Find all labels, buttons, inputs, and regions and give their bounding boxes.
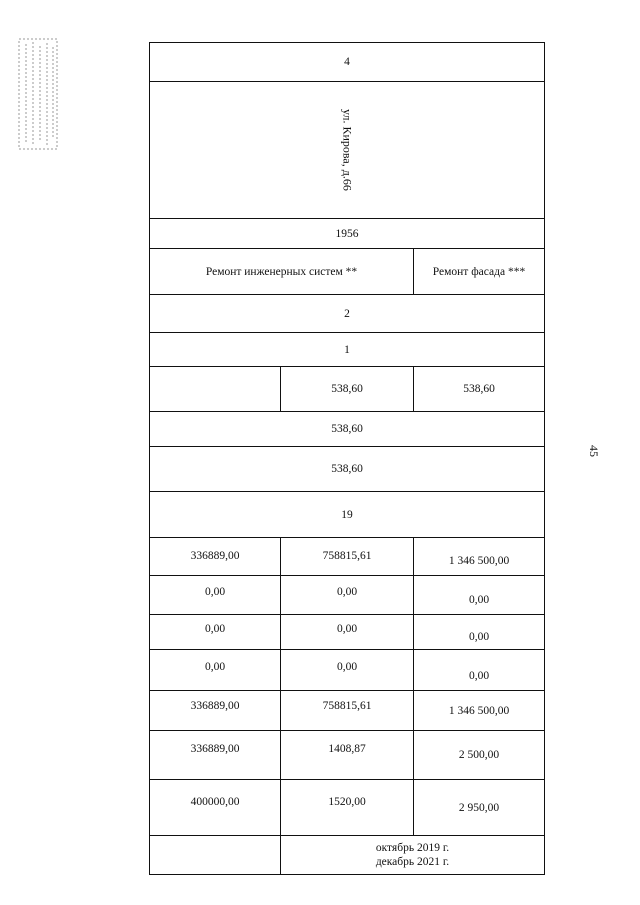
period-start: октябрь 2019 г.	[375, 842, 450, 854]
row-value-cell: 1	[344, 343, 350, 356]
table-row	[150, 615, 544, 650]
table-row	[150, 691, 544, 731]
table-cell: 2 500,00	[458, 749, 500, 761]
table-row	[150, 836, 544, 874]
table-cell: 0,00	[281, 650, 414, 690]
period-cell	[281, 836, 544, 874]
table-cell: 758815,61	[281, 538, 414, 575]
table-cell: 0,00	[150, 650, 281, 690]
table-cell: 0,00	[150, 615, 281, 649]
table-row	[150, 780, 544, 836]
page-number: 45	[587, 445, 601, 457]
table-cell: 336889,00	[150, 538, 281, 575]
table-row	[150, 43, 544, 82]
engineering-systems-header: Ремонт инженерных систем **	[150, 249, 414, 294]
table-cell: 0,00	[468, 594, 490, 606]
table-cell: 758815,61	[281, 691, 414, 730]
table-cell: 400000,00	[150, 780, 281, 835]
table-row	[150, 295, 544, 333]
table-cell: 0,00	[468, 631, 490, 643]
table-cell: 1408,87	[281, 731, 414, 779]
year-cell: 1956	[335, 227, 359, 240]
table-cell: 538,60	[463, 383, 495, 395]
table-cell: 0,00	[150, 576, 281, 614]
table-row	[150, 412, 544, 447]
table-row	[150, 367, 544, 412]
address-text: ул. Кирова, д.66	[340, 109, 355, 191]
table-cell: 1 346 500,00	[448, 704, 510, 717]
table-cell: 2 950,00	[458, 801, 500, 814]
table-row	[150, 447, 544, 492]
building-repair-table	[149, 42, 545, 875]
table-row	[150, 249, 544, 295]
stamp-mark	[18, 38, 58, 150]
facade-header: Ремонт фасада ***	[432, 265, 526, 278]
table-row	[150, 219, 544, 249]
area-cell: 538,60	[331, 463, 363, 475]
table-cell: 538,60	[281, 367, 414, 411]
area-cell: 538,60	[331, 423, 363, 435]
table-row	[150, 333, 544, 367]
row-value-cell: 19	[341, 508, 353, 521]
table-cell: 1520,00	[281, 780, 414, 835]
table-row	[150, 538, 544, 576]
column-number-cell: 4	[344, 56, 350, 68]
table-cell: 0,00	[281, 576, 414, 614]
row-value-cell: 2	[344, 307, 350, 320]
table-cell	[150, 836, 281, 874]
table-row	[150, 731, 544, 780]
table-cell: 336889,00	[150, 731, 281, 779]
table-cell: 0,00	[468, 670, 490, 682]
period-end: декабрь 2021 г.	[375, 856, 450, 868]
table-cell: 336889,00	[150, 691, 281, 730]
table-cell: 0,00	[281, 615, 414, 649]
table-cell: 1 346 500,00	[448, 555, 510, 567]
table-row	[150, 650, 544, 691]
table-row	[150, 576, 544, 615]
address-cell	[150, 82, 544, 218]
table-row	[150, 82, 544, 219]
table-row	[150, 492, 544, 538]
table-cell	[150, 367, 281, 411]
